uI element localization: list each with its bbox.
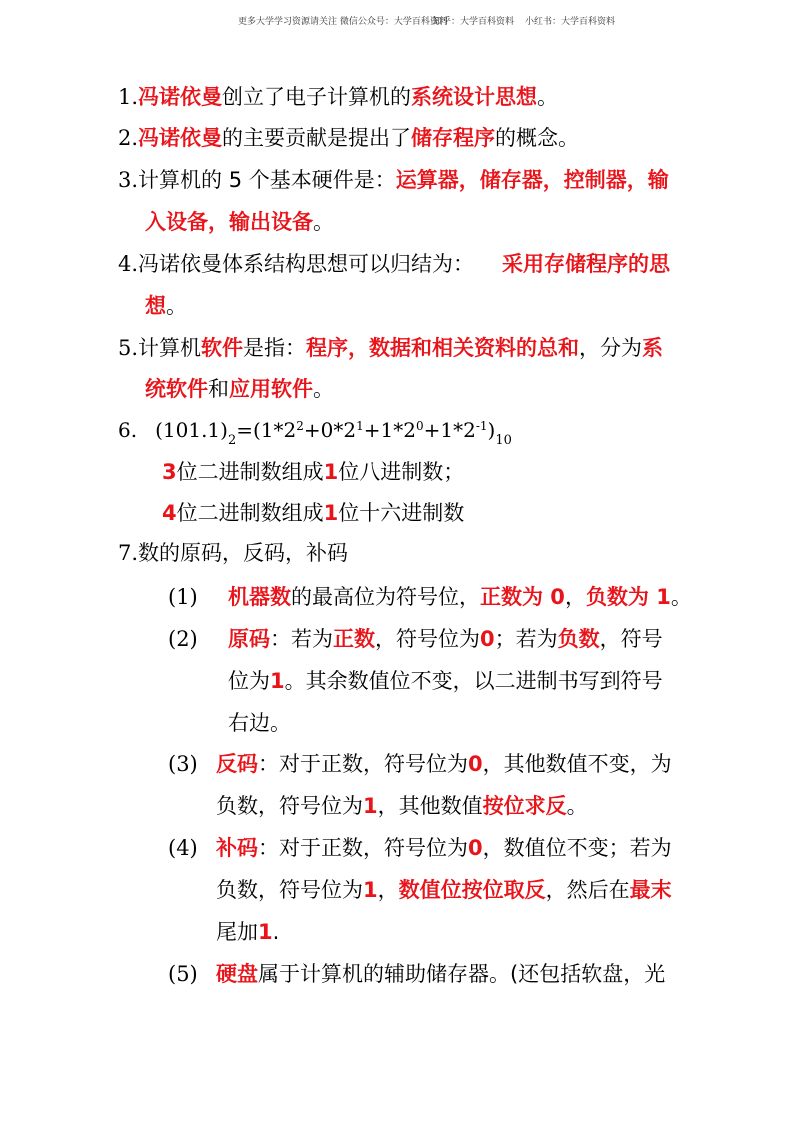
item-7-4-cont2: 尾加1. xyxy=(216,920,280,944)
item-5: 5.计算机软件是指：程序，数据和相关资料的总和，分为系 xyxy=(118,336,664,360)
header-wechat: 更多大学学习资源请关注 微信公众号：大学百科资料 xyxy=(238,17,448,27)
item-7-title: 7.数的原码，反码，补码 xyxy=(118,541,349,565)
item-7-4-cont1: 负数，符号位为1，数值位按位取反，然后在最末 xyxy=(216,878,672,902)
item-5-cont: 统软件和应用软件。 xyxy=(145,377,334,401)
item-7-2: (2) 原码：若为正数，符号位为0；若为负数，符号 xyxy=(168,627,663,651)
item-3-cont: 入设备，输出设备。 xyxy=(145,210,334,234)
item-7-4: (4) 补码：对于正数，符号位为0，数值位不变；若为 xyxy=(168,836,672,860)
item-7-3-cont: 负数，符号位为1，其他数值按位求反。 xyxy=(216,794,588,818)
item-7-2-cont1: 位为1。其余数值位不变，以二进制书写到符号 xyxy=(228,669,663,693)
item-7-3: (3) 反码：对于正数，符号位为0，其他数值不变，为 xyxy=(168,752,672,776)
item-6-formula: 6. $(101.1)_2=(1*2^2+0*2^1+1*2^0+1*2^{-1})_{10}$ xyxy=(118,418,512,448)
item-7-1: (1) 机器数的最高位为符号位，正数为 0，负数为 1。 xyxy=(168,585,692,609)
item-6-hex: 4位二进制数组成1位十六进制数 xyxy=(162,501,465,525)
item-2: 2.冯诺依曼的主要贡献是提出了储存程序的概念。 xyxy=(118,126,580,150)
item-6-octal: 3位二进制数组成1位八进制数； xyxy=(162,460,465,484)
header-zhihu: 知乎：大学百科资料 xyxy=(433,17,515,27)
item-1: 1.冯诺依曼创立了电子计算机的系统设计思想。 xyxy=(118,85,559,109)
item-4: 4.冯诺依曼体系结构思想可以归结为： 采用存储程序的思 xyxy=(118,252,671,276)
header-xiaohongshu: 小红书：大学百科资料 xyxy=(525,17,616,27)
item-4-cont: 想。 xyxy=(145,294,187,318)
item-7-2-cont2: 右边。 xyxy=(228,711,291,735)
item-3: 3.计算机的 5 个基本硬件是：运算器，储存器，控制器，输 xyxy=(118,168,669,192)
item-7-5: (5) 硬盘属于计算机的辅助储存器。(还包括软盘，光 xyxy=(168,962,666,986)
